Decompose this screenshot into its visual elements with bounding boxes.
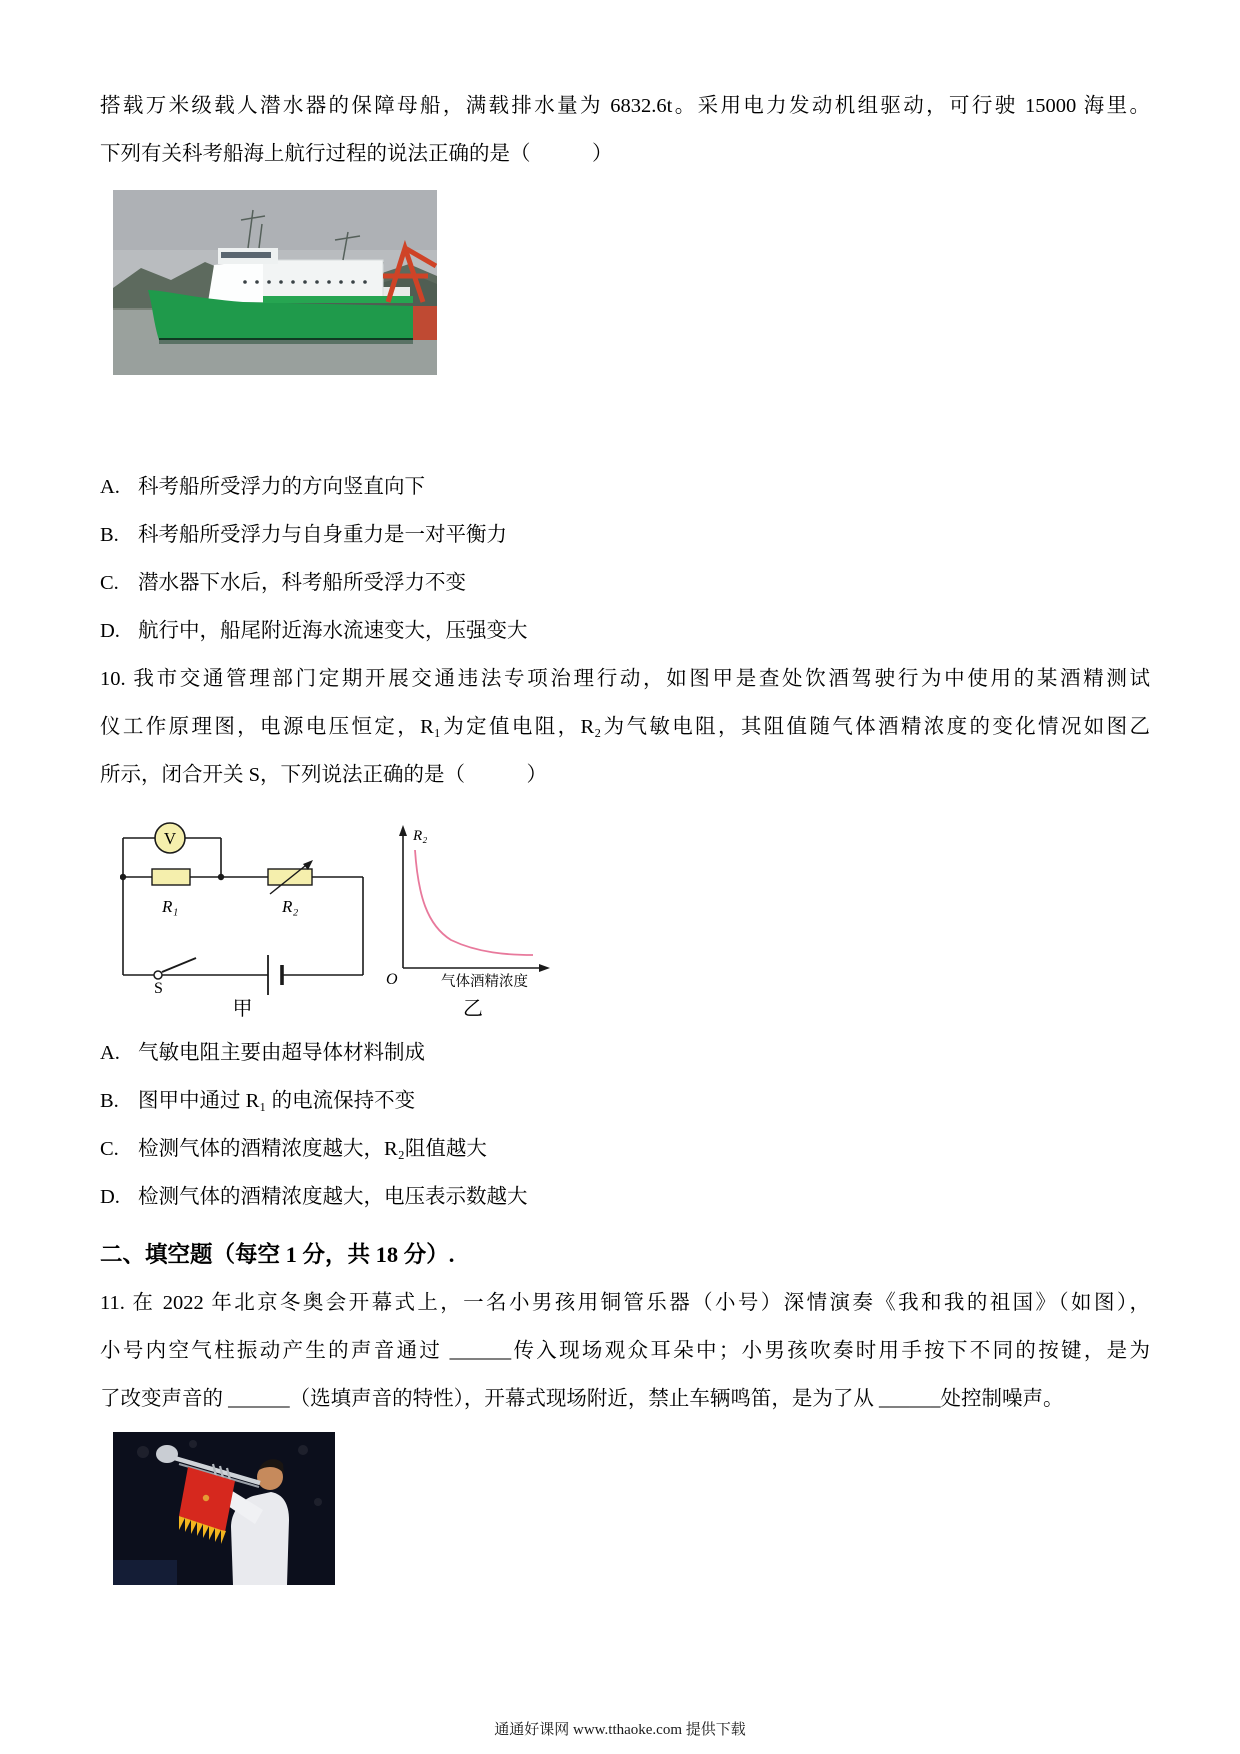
water-foreground bbox=[113, 340, 437, 375]
q11-text-line1: 11. 在 2022 年北京冬奥会开幕式上，一名小男孩用铜管乐器（小号）深情演奏《我和我的祖国》（如图）， bbox=[100, 1292, 1150, 1314]
option-text: 潜水器下水后，科考船所受浮力不变 bbox=[138, 572, 466, 594]
q9-option-d bbox=[100, 607, 1150, 655]
q11-text-line3: 了改变声音的 ______（选填声音的特性），开幕式现场附近，禁止车辆鸣笛，是为了从 ______处控制噪声。 bbox=[100, 1388, 1064, 1410]
resistor-r1-icon bbox=[152, 869, 190, 885]
r2-curve bbox=[415, 850, 533, 955]
sky bbox=[113, 190, 437, 252]
option-label: C. bbox=[100, 572, 119, 594]
q9-option-a bbox=[100, 463, 1150, 511]
q10-figures bbox=[120, 820, 1150, 1023]
q10-text-line3: 所示，闭合开关 S，下列说法正确的是（ ） bbox=[100, 764, 548, 786]
switch-pivot-icon bbox=[154, 971, 162, 979]
q10-options bbox=[100, 1029, 1150, 1221]
q11-text-line2: 小号内空气柱振动产生的声音通过 ______传入现场观众耳朵中；小男孩吹奏时用手按下不同的按键，是为 bbox=[100, 1340, 1150, 1362]
q10-option-c bbox=[100, 1125, 1150, 1173]
r2-label: R₂ bbox=[282, 897, 299, 916]
ship-photo bbox=[113, 190, 437, 375]
q9-text-line1: 搭载万米级载人潜水器的保障母船，满载排水量为 6832.6t。采用电力发动机组驱动，可行驶 15000 海里。 bbox=[100, 95, 1150, 117]
circuit-caption: 甲 bbox=[232, 998, 253, 1020]
option-label: D. bbox=[100, 1186, 120, 1208]
bridge-front bbox=[208, 260, 263, 302]
switch-lever bbox=[162, 958, 196, 972]
section-2-header: 二、填空题（每空 1 分，共 18 分）. bbox=[100, 1242, 455, 1267]
resistor-r2-icon bbox=[268, 869, 312, 885]
option-text: 图甲中通过 R₁ 的电流保持不变 bbox=[138, 1090, 416, 1112]
bridge-windows bbox=[221, 252, 271, 258]
option-text: 检测气体的酒精浓度越大，电压表示数越大 bbox=[138, 1186, 528, 1208]
q9-option-c bbox=[100, 559, 1150, 607]
graph-caption: 乙 bbox=[463, 998, 483, 1020]
option-text: 气敏电阻主要由超导体材料制成 bbox=[138, 1042, 425, 1064]
q10-option-d bbox=[100, 1173, 1150, 1221]
q10-option-b bbox=[100, 1077, 1150, 1125]
option-text: 检测气体的酒精浓度越大，R₂阻值越大 bbox=[138, 1138, 487, 1160]
circuit-figure bbox=[120, 820, 365, 1023]
option-text: 科考船所受浮力的方向竖直向下 bbox=[138, 476, 425, 498]
stern-barge bbox=[413, 306, 437, 340]
q9-option-b bbox=[100, 511, 1150, 559]
r2-vs-concentration-graph bbox=[383, 820, 563, 995]
option-text: 科考船所受浮力与自身重力是一对平衡力 bbox=[138, 524, 507, 546]
y-axis-arrow bbox=[399, 825, 407, 836]
stage-glow bbox=[113, 1560, 177, 1585]
x-axis-label: 气体酒精浓度 bbox=[441, 974, 528, 990]
wires bbox=[123, 838, 363, 975]
banner-emblem bbox=[203, 1495, 209, 1501]
circuit-diagram bbox=[120, 820, 365, 995]
origin-label: O bbox=[386, 971, 398, 988]
node-left bbox=[120, 874, 126, 880]
trumpet-boy-photo bbox=[113, 1432, 335, 1585]
graph-figure bbox=[383, 820, 563, 1023]
x-axis-arrow bbox=[539, 964, 550, 972]
option-label: C. bbox=[100, 1138, 119, 1160]
node-right bbox=[218, 874, 224, 880]
option-label: D. bbox=[100, 620, 120, 642]
option-label: B. bbox=[100, 1090, 119, 1112]
option-label: A. bbox=[100, 1042, 120, 1064]
r1-label: R₁ bbox=[162, 897, 179, 916]
y-axis-label: R₂ bbox=[413, 828, 428, 844]
option-label: B. bbox=[100, 524, 119, 546]
option-text: 航行中，船尾附近海水流速变大，压强变大 bbox=[138, 620, 528, 642]
switch-label: S bbox=[154, 980, 163, 995]
footer-watermark: 通通好课网 www.tthaoke.com 提供下载 bbox=[494, 1722, 746, 1738]
q10-text-line2: 仪工作原理图，电源电压恒定，R₁为定值电阻，R₂为气敏电阻，其阻值随气体酒精浓度的变化情况如图乙 bbox=[100, 716, 1150, 738]
q10-text-line1: 10. 我市交通管理部门定期开展交通违法专项治理行动，如图甲是查处饮酒驾驶行为中使用的某酒精测试 bbox=[100, 668, 1150, 690]
q9-options bbox=[100, 463, 1150, 655]
trumpet-bell bbox=[156, 1445, 178, 1463]
q10-option-a bbox=[100, 1029, 1150, 1077]
q9-text-line2: 下列有关科考船海上航行过程的说法正确的是（ ） bbox=[100, 143, 613, 165]
voltmeter-label: V bbox=[163, 829, 177, 848]
option-label: A. bbox=[100, 476, 120, 498]
